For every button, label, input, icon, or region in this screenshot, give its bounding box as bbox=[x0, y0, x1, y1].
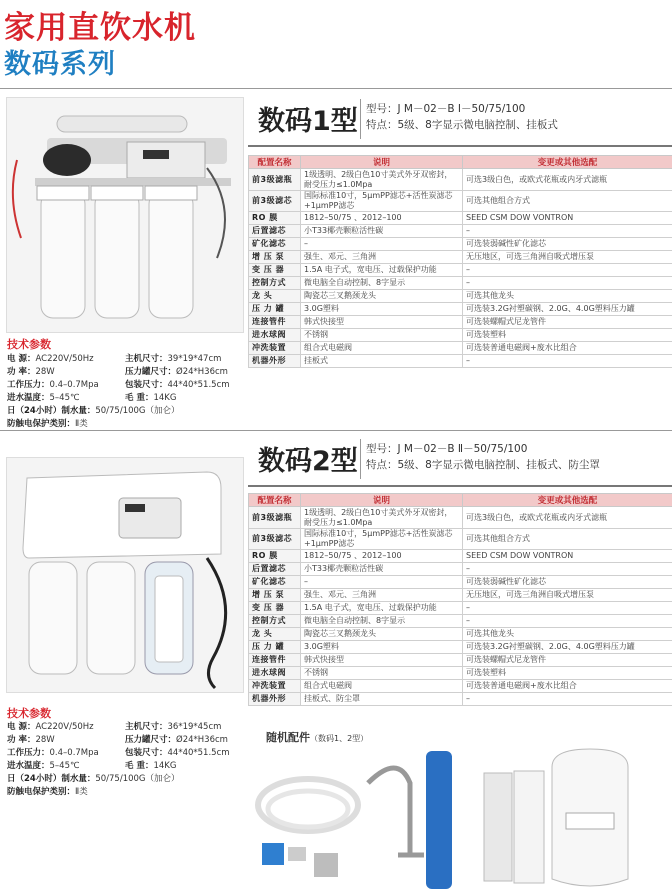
model-2-number: 型号：J M－02－B Ⅱ－50/75/100 bbox=[366, 443, 528, 455]
spec-row: 功 率：28W 压力罐尺寸：Ø24*H36cm bbox=[7, 735, 228, 745]
table-row: 前3级滤瓶 1级透明、2级白色10寸美式外牙双密封，耐受压力≤1.0Mpa 可选3级白色，或欧式花瓶或内牙式滤瓶 bbox=[249, 507, 672, 529]
table-row: 前3级滤芯 国际标准10寸，5μmPP滤芯+活性炭滤芯+1μmPP滤芯 可选其他组合方式 bbox=[249, 191, 672, 212]
table-row: 进水球阀 不锈钢 可选装塑料 bbox=[249, 667, 672, 680]
table-row: 变 压 器 1.5A 电子式，宽电压、过载保护功能 – bbox=[249, 264, 672, 277]
model-1-config-table bbox=[248, 155, 672, 368]
model-2-header bbox=[248, 431, 672, 487]
table-row: RO 膜 1812–50/75 、2012–100 SEED CSM DOW VONTRON bbox=[249, 212, 672, 225]
model-1-specs-title: 技术参数 bbox=[7, 338, 51, 351]
spec-row: 电 源：AC220V/50Hz 主机尺寸：39*19*47cm bbox=[7, 354, 222, 364]
table-row: 机器外形 挂板式、防尘罩 – bbox=[249, 693, 672, 706]
table-row: 龙 头 陶瓷芯三叉鹅颈龙头 可选其他龙头 bbox=[249, 628, 672, 641]
table-row: 冲洗装置 组合式电磁阀 可选装普通电磁阀+废水比组合 bbox=[249, 342, 672, 355]
model-2-specs-title: 技术参数 bbox=[7, 707, 51, 720]
spec-row: 进水温度：5–45℃ 毛 重：14KG bbox=[7, 393, 177, 403]
col-header-config: 配置名称 bbox=[249, 494, 301, 507]
spec-row: 功 率：28W 压力罐尺寸：Ø24*H36cm bbox=[7, 367, 228, 377]
table-header-row bbox=[249, 156, 672, 169]
model-1-info bbox=[366, 101, 558, 133]
table-row: 后置滤芯 小T33椰壳颗粒活性碳 – bbox=[249, 225, 672, 238]
table-row: 前3级滤瓶 1级透明、2级白色10寸美式外牙双密封，耐受压力≤1.0Mpa 可选3级白色，或欧式花瓶或内牙式滤瓶 bbox=[249, 169, 672, 191]
table-row: 增 压 泵 强生、邓元、三角洲 无压地区，可选三角洲自吸式增压泵 bbox=[249, 589, 672, 602]
table-header-row bbox=[249, 494, 672, 507]
table-row: 控制方式 微电脑全自动控制、8字显示 – bbox=[249, 615, 672, 628]
col-header-desc: 说明 bbox=[301, 494, 463, 507]
col-header-option: 变更或其他选配 bbox=[463, 156, 672, 169]
model-2-product-photo bbox=[6, 457, 244, 693]
table-row: 后置滤芯 小T33椰壳颗粒活性碳 – bbox=[249, 563, 672, 576]
table-row: 增 压 泵 强生、邓元、三角洲 无压地区，可选三角洲自吸式增压泵 bbox=[249, 251, 672, 264]
model-1-product-photo bbox=[6, 97, 244, 333]
model-2-specs bbox=[7, 721, 247, 799]
model-2-info bbox=[366, 441, 600, 473]
spec-row: 进水温度：5–45℃ 毛 重：14KG bbox=[7, 761, 177, 771]
table-row: 压 力 罐 3.0G塑料 可选装3.2G衬塑碳钢、2.0G、4.0G塑料压力罐 bbox=[249, 303, 672, 316]
model-2-name: 数码2型 bbox=[258, 446, 358, 477]
spec-row: 工作压力：0.4–0.7Mpa 包装尺寸：44*40*51.5cm bbox=[7, 380, 230, 390]
page-subtitle: 数码系列 bbox=[4, 49, 116, 80]
table-row: 变 压 器 1.5A 电子式，宽电压、过载保护功能 – bbox=[249, 602, 672, 615]
table-row: 龙 头 陶瓷芯三叉鹅颈龙头 可选其他龙头 bbox=[249, 290, 672, 303]
model-1-section bbox=[0, 88, 672, 428]
table-row: 压 力 罐 3.0G塑料 可选装3.2G衬塑碳钢、2.0G、4.0G塑料压力罐 bbox=[249, 641, 672, 654]
spec-row: 工作压力：0.4–0.7Mpa 包装尺寸：44*40*51.5cm bbox=[7, 748, 230, 758]
table-row: RO 膜 1812–50/75 、2012–100 SEED CSM DOW VONTRON bbox=[249, 550, 672, 563]
divider bbox=[360, 439, 361, 479]
model-1-features: 特点：5级、8字显示微电脑控制、挂板式 bbox=[366, 119, 558, 131]
divider bbox=[360, 99, 361, 139]
spec-row: 防触电保护类别： Ⅱ类 bbox=[7, 787, 88, 797]
table-row: 连接管件 韩式快接型 可选装螺帽式尼龙管件 bbox=[249, 316, 672, 329]
col-header-config: 配置名称 bbox=[249, 156, 301, 169]
model-2-section bbox=[0, 430, 672, 896]
table-row: 前3级滤芯 国际标准10寸，5μmPP滤芯+活性炭滤芯+1μmPP滤芯 可选其他组合方式 bbox=[249, 529, 672, 550]
spec-row: 日（24小时）制水量： 50/75/100G（加仑） bbox=[7, 774, 180, 784]
table-row: 进水球阀 不锈钢 可选装塑料 bbox=[249, 329, 672, 342]
col-header-option: 变更或其他选配 bbox=[463, 494, 672, 507]
table-row: 控制方式 微电脑全自动控制、8字显示 – bbox=[249, 277, 672, 290]
model-1-specs bbox=[7, 353, 247, 431]
model-2-features: 特点：5级、8字显示微电脑控制、挂板式、防尘罩 bbox=[366, 459, 600, 471]
col-header-desc: 说明 bbox=[301, 156, 463, 169]
table-row: 矿化滤芯 – 可选装弱碱性矿化滤芯 bbox=[249, 576, 672, 589]
table-row: 冲洗装置 组合式电磁阀 可选装普通电磁阀+废水比组合 bbox=[249, 680, 672, 693]
spec-row: 日（24小时）制水量： 50/75/100G（加仑） bbox=[7, 406, 180, 416]
model-1-header bbox=[248, 91, 672, 147]
page-title: 家用直饮水机 bbox=[4, 10, 196, 46]
accessories-photo bbox=[248, 743, 670, 895]
spec-row: 电 源：AC220V/50Hz 主机尺寸：36*19*45cm bbox=[7, 722, 222, 732]
accessories-label: 随机配件（数码1、2型） bbox=[266, 731, 369, 744]
table-row: 连接管件 韩式快接型 可选装螺帽式尼龙管件 bbox=[249, 654, 672, 667]
model-2-config-table bbox=[248, 493, 672, 706]
spec-row: 防触电保护类别： Ⅱ类 bbox=[7, 419, 88, 429]
table-row: 矿化滤芯 – 可选装弱碱性矿化滤芯 bbox=[249, 238, 672, 251]
model-1-number: 型号：J M－02－B Ⅰ－50/75/100 bbox=[366, 103, 526, 115]
model-1-name: 数码1型 bbox=[258, 106, 358, 137]
table-row: 机器外形 挂板式 – bbox=[249, 355, 672, 368]
